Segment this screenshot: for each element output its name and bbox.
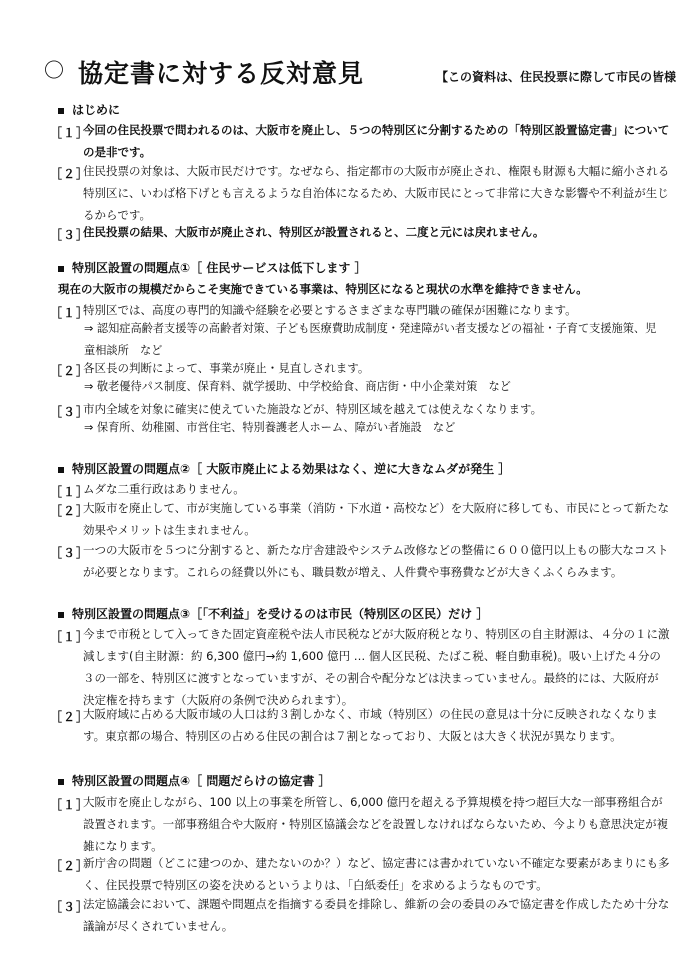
problem1-sub-2: ⇒ 敬老優待パス制度、保育料、就学援助、中学校給食、商店街・中小企業対策 など — [84, 380, 511, 393]
square-bullet-icon — [58, 108, 64, 114]
section-lead-problem-1: 現在の大阪市の規模だからこそ実施できている事業は、特別区になると現状の水準を維持できません。 — [58, 282, 588, 296]
section-heading-problem-4: 特別区設置の問題点④［ 問題だらけの協定書 ］ — [58, 772, 331, 789]
section-heading-intro: はじめに — [58, 101, 120, 118]
document-header — [40, 46, 679, 86]
square-bullet-icon — [58, 467, 64, 473]
square-bullet-icon — [58, 779, 64, 785]
circle-mark-icon: 〇 — [44, 58, 64, 82]
problem1-sub-1: ⇒ 認知症高齢者支援等の高齢者対策、子ども医療費助成制度・発達障がい者支援などの福祉・子育て支援施策、児童相談所 など — [84, 322, 657, 357]
square-bullet-icon — [58, 266, 64, 272]
square-bullet-icon — [58, 612, 64, 618]
section-heading-problem-3: 特別区設置の問題点③［「不利益」を受けるのは市民（特別区の区民）だけ ］ — [58, 605, 488, 622]
section-heading-problem-2: 特別区設置の問題点②［ 大阪市廃止による効果はなく、逆に大きなムダが発生 ］ — [58, 460, 510, 477]
section-heading-problem-1: 特別区設置の問題点①［ 住民サービスは低下します ］ — [58, 259, 367, 276]
header-note: 【この資料は、住民投票に際して市民の皆様 — [436, 70, 677, 84]
problem1-sub-3: ⇒ 保育所、幼稚園、市営住宅、特別養護老人ホーム、障がい者施設 など — [84, 421, 456, 434]
document-title: 協定書に対する反対意見 — [78, 59, 365, 88]
